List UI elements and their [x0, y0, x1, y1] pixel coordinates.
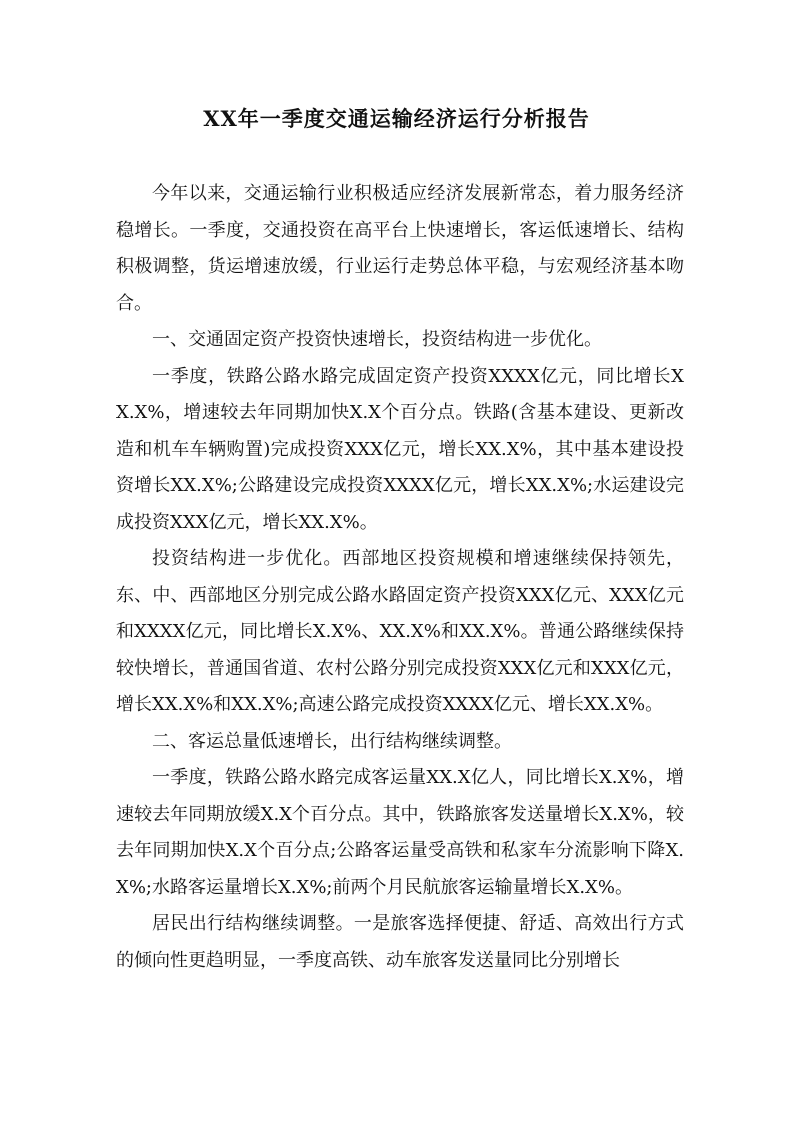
section-heading-investment: 一、交通固定资产投资快速增长，投资结构进一步优化。	[152, 329, 602, 350]
document-title: XX年一季度交通运输经济运行分析报告	[203, 106, 590, 131]
section-heading-passenger: 二、客运总量低速增长，出行结构继续调整。	[152, 730, 512, 752]
document-body	[116, 176, 684, 979]
paragraph-travel-structure: 居民出行结构继续调整。一是旅客选择便捷、舒适、高效出行方式的倾向性更趋明显，一季度高铁、动车旅客发送量同比分别增长	[116, 913, 684, 971]
paragraph-intro: 今年以来，交通运输行业积极适应经济发展新常态，着力服务经济稳增长。一季度，交通投资在高平台上快速增长，客运低速增长、结构积极调整，货运增速放缓，行业运行走势总体平稳，与宏观经济基本吻合。	[116, 183, 684, 314]
paragraph-passenger-volume: 一季度，铁路公路水路完成客运量XX.X亿人，同比增长X.X%，增速较去年同期放缓X.X个百分点。其中，铁路旅客发送量增长X.X%，较去年同期加快X.X个百分点;公路客运量受高铁和私家车分流影响下降X.X%;水路客运量增长X.X%;前两个月民航旅客运输量增长X.X%。	[116, 767, 684, 898]
paragraph-investment-structure: 投资结构进一步优化。西部地区投资规模和增速继续保持领先，东、中、西部地区分别完成公路水路固定资产投资XXX亿元、XXX亿元和XXXX亿元，同比增长X.X%、XX.X%和XX.X%。普通公路继续保持较快增长，普通国省道、农村公路分别完成投资XXX亿元和XXX亿元，增长XX.X%和XX.X%;高速公路完成投资XXXX亿元、增长XX.X%。	[116, 548, 684, 715]
paragraph-investment-totals: 一季度，铁路公路水路完成固定资产投资XXXX亿元，同比增长XX.X%，增速较去年同期加快X.X个百分点。铁路(含基本建设、更新改造和机车车辆购置)完成投资XXX亿元，增长XX.X%，其中基本建设投资增长XX.X%;公路建设完成投资XXXX亿元，增长XX.X%;水运建设完成投资XXX亿元，增长XX.X%。	[116, 365, 684, 533]
